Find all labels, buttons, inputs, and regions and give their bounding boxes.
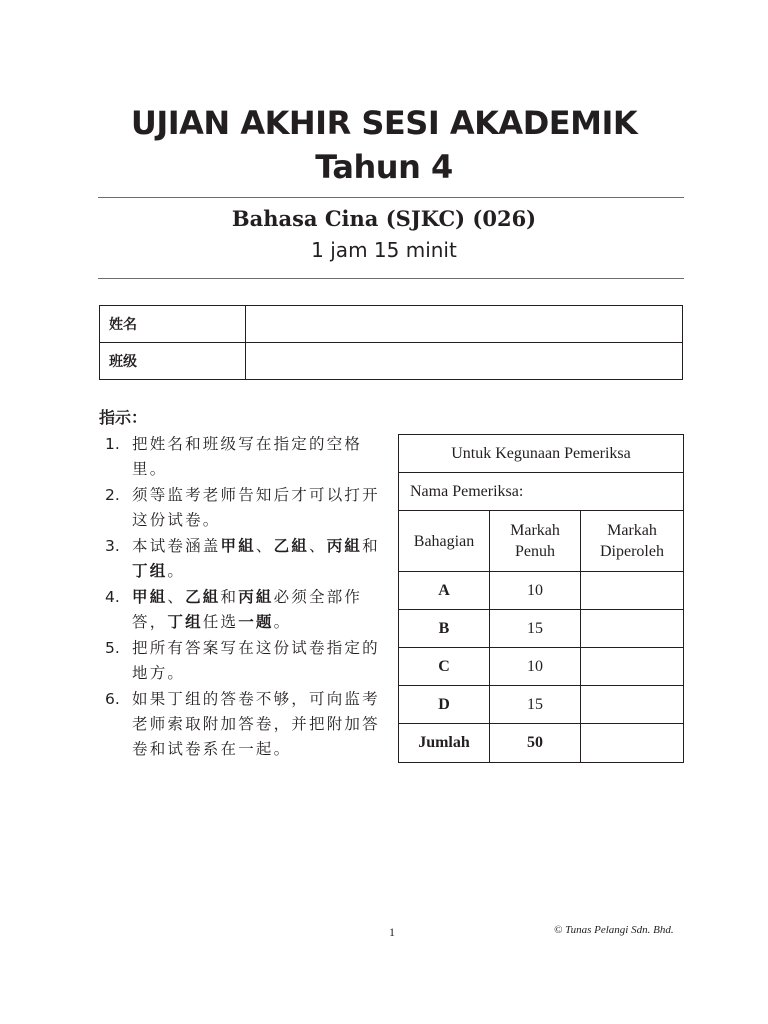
section-label: D xyxy=(399,686,490,724)
instruction-item xyxy=(105,687,385,762)
obtained-marks-cell[interactable] xyxy=(581,686,684,724)
obtained-marks-cell[interactable] xyxy=(581,610,684,648)
instruction-number: 3. xyxy=(105,537,120,555)
col-full-marks-header: Markah Penuh xyxy=(490,511,581,572)
instruction-segment: 把姓名和班级写在指定的空格里。 xyxy=(132,435,363,478)
col-section-header: Bahagian xyxy=(399,511,490,572)
obtained-marks-cell[interactable] xyxy=(581,648,684,686)
instruction-segment: 。 xyxy=(167,562,186,580)
instruction-segment: 须等监考老师告知后才可以打开这份试卷。 xyxy=(132,486,380,529)
instruction-segment: 和 xyxy=(220,588,239,606)
table-row xyxy=(399,686,684,724)
name-row xyxy=(100,306,683,343)
instruction-segment: 、 xyxy=(309,537,327,555)
full-marks: 15 xyxy=(490,610,581,648)
student-info-table xyxy=(99,305,683,380)
instruction-segment: 把所有答案写在这份试卷指定的地方。 xyxy=(132,639,380,682)
col-obtained-marks-header: Markah Diperoleh xyxy=(581,511,684,572)
instruction-segment: 必须全部作答， xyxy=(132,588,363,631)
total-obtained-cell[interactable] xyxy=(581,724,684,763)
instruction-emphasis: 丙組 xyxy=(238,588,274,606)
instructions-list xyxy=(105,432,385,763)
instruction-text xyxy=(132,687,385,762)
total-label: Jumlah xyxy=(399,724,490,763)
instruction-item xyxy=(105,585,385,635)
exam-duration: 1 jam 15 minit xyxy=(311,238,457,262)
full-marks: 15 xyxy=(490,686,581,724)
instruction-emphasis: 乙組 xyxy=(185,588,221,606)
obtained-marks-cell[interactable] xyxy=(581,572,684,610)
instruction-emphasis: 丁组 xyxy=(167,613,203,631)
instruction-number: 5. xyxy=(105,639,120,657)
instruction-segment: 、 xyxy=(167,588,186,606)
instruction-segment: 和 xyxy=(362,537,380,555)
instruction-item xyxy=(105,483,385,533)
section-label: A xyxy=(399,572,490,610)
section-label: C xyxy=(399,648,490,686)
total-full-marks: 50 xyxy=(490,724,581,763)
instruction-number: 2. xyxy=(105,486,120,504)
section-label: B xyxy=(399,610,490,648)
class-row xyxy=(100,343,683,380)
class-field[interactable] xyxy=(246,343,683,380)
exam-title: UJIAN AKHIR SESI AKADEMIK xyxy=(130,104,638,142)
full-marks: 10 xyxy=(490,648,581,686)
subject-title: Bahasa Cina (SJKC) (026) xyxy=(231,206,537,231)
instruction-emphasis: 甲組 xyxy=(132,588,168,606)
instruction-number: 1. xyxy=(105,435,120,453)
exam-year: Tahun 4 xyxy=(315,148,453,186)
copyright-notice: © Tunas Pelangi Sdn. Bhd. xyxy=(554,924,674,936)
top-divider xyxy=(98,197,684,198)
page-number: 1 xyxy=(389,925,395,939)
instruction-number: 4. xyxy=(105,588,120,606)
full-marks: 10 xyxy=(490,572,581,610)
instruction-number: 6. xyxy=(105,690,120,708)
instruction-emphasis: 丁组 xyxy=(132,562,168,580)
bottom-divider xyxy=(98,278,684,279)
table-row xyxy=(399,648,684,686)
instruction-item xyxy=(105,432,385,482)
examiner-table xyxy=(398,434,684,763)
instruction-segment: 任选 xyxy=(202,613,239,631)
instruction-segment: 本试卷涵盖 xyxy=(132,537,221,555)
class-label: 班级 xyxy=(100,343,246,380)
examiner-name-label: Nama Pemeriksa: xyxy=(399,473,684,511)
instruction-emphasis: 乙組 xyxy=(273,537,310,555)
total-row xyxy=(399,724,684,763)
instruction-segment: 如果丁组的答卷不够，可向监考老师索取附加答卷，并把附加答卷和试卷系在一起。 xyxy=(132,690,380,758)
instruction-text xyxy=(132,432,385,482)
name-field[interactable] xyxy=(246,306,683,343)
table-row xyxy=(399,610,684,648)
instructions-heading: 指示： xyxy=(99,408,148,427)
instruction-text xyxy=(132,534,385,584)
instruction-text xyxy=(132,483,385,533)
instruction-segment: 、 xyxy=(255,537,274,555)
instruction-emphasis: 丙組 xyxy=(326,537,363,555)
examiner-table-title: Untuk Kegunaan Pemeriksa xyxy=(399,435,684,473)
instruction-item xyxy=(105,534,385,584)
instruction-emphasis: 一题 xyxy=(238,613,274,631)
instruction-emphasis: 甲組 xyxy=(220,537,256,555)
table-row xyxy=(399,572,684,610)
instruction-text xyxy=(132,636,385,686)
instruction-text xyxy=(132,585,385,635)
instruction-segment: 。 xyxy=(273,613,292,631)
name-label: 姓名 xyxy=(100,306,246,343)
instruction-item xyxy=(105,636,385,686)
